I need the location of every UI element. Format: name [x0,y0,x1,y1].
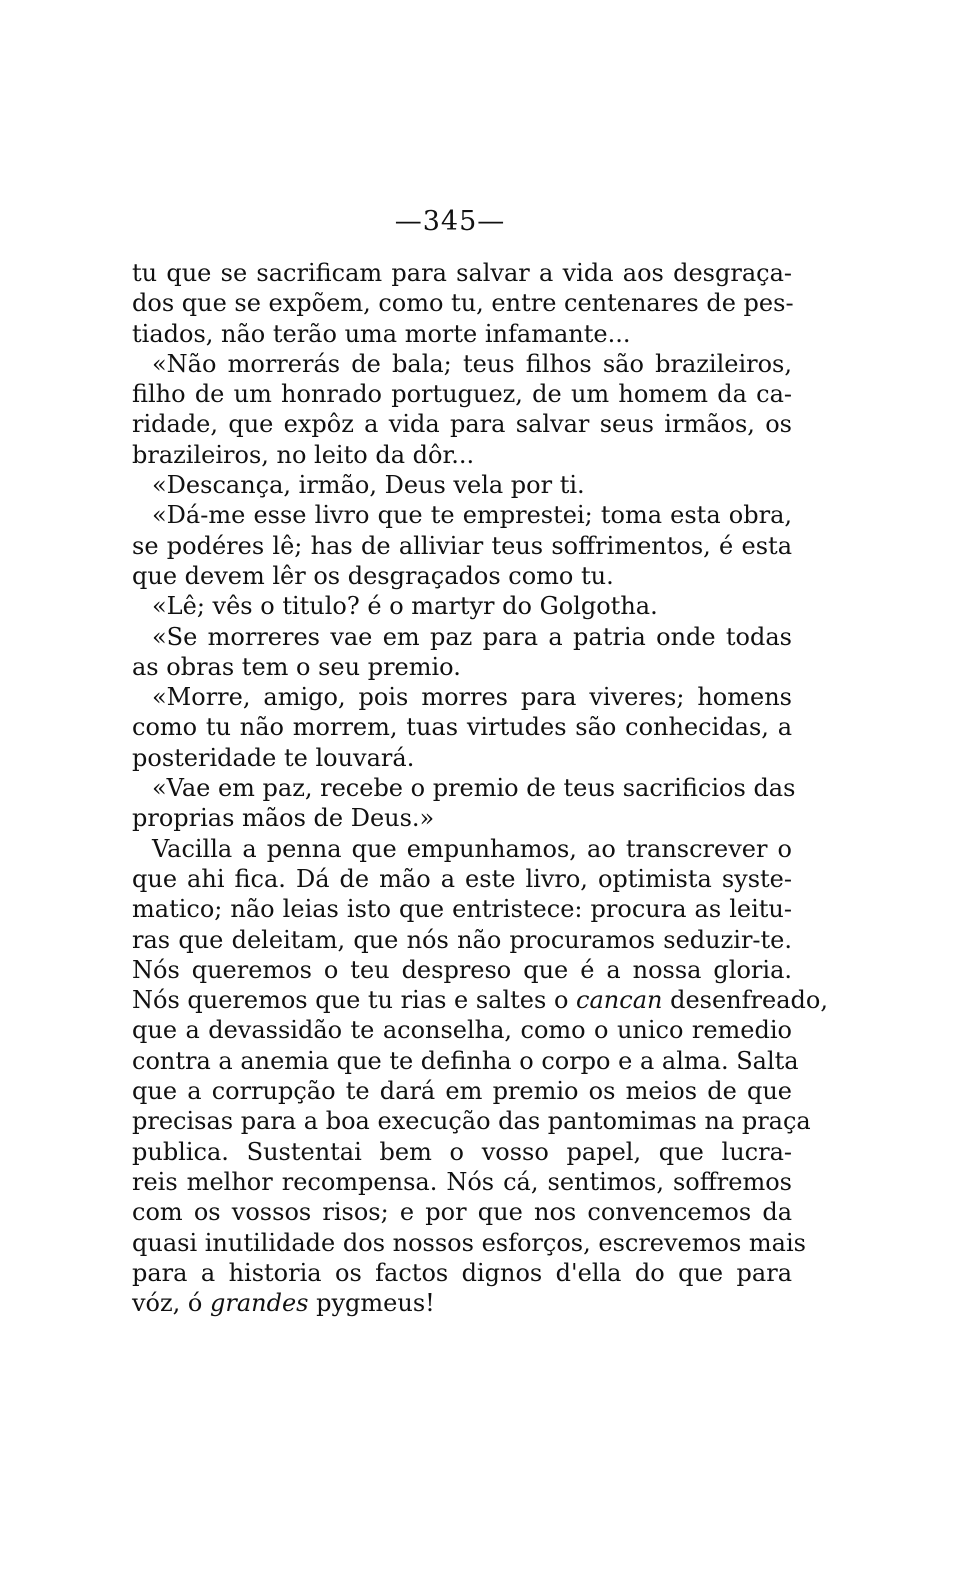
text-line: matico; não leias isto que entristece: procura as leitu- [132,895,792,924]
text-segment: vóz, ó [132,1289,210,1318]
text-line [132,985,828,1015]
text-line: para a historia os factos dignos d'ella do que para [132,1258,792,1287]
text-line: quasi inutilidade dos nossos esforços, escrevemos mais [132,1228,806,1257]
text-line: «Descança, irmão, Deus vela por ti. [152,471,585,500]
text-line: tu que se sacrificam para salvar a vida aos desgraça- [132,259,792,287]
text-line: com os vossos risos; e por que nos convencemos da [132,1198,792,1227]
text-line: como tu não morrem, tuas virtudes são conhecidas, a [132,713,792,742]
text-line: se podéres lê; has de alliviar teus soffrimentos, é esta [132,531,792,560]
text-line: que a corrupção te dará em premio os meios de que [132,1077,792,1106]
text-line: brazileiros, no leito da dôr... [132,440,475,469]
text-line: publica. Sustentai bem o vosso papel, que lucra- [132,1137,792,1166]
text-line: precisas para a boa execução das pantomimas na praça [132,1107,811,1136]
text-line: posteridade te louvará. [132,743,415,772]
text-line: Vacilla a penna que empunhamos, ao transcrever o [152,834,792,863]
text-line: contra a anemia que te definha o corpo e a alma. Salta [132,1046,799,1075]
body-text [132,258,828,1318]
text-line: Nós queremos o teu despreso que é a nossa gloria. [132,955,792,984]
text-line: proprias mãos de Deus.» [132,804,435,833]
text-line: que ahi fica. Dá de mão a este livro, optimista syste- [132,864,792,893]
text-line: que devem lêr os desgraçados como tu. [132,561,614,590]
text-line: «Se morreres vae em paz para a patria onde todas [152,622,792,651]
emphasis-word: grandes [210,1289,309,1318]
text-segment: desenfreado, [662,986,828,1015]
text-line: «Dá-me esse livro que te emprestei; toma esta obra, [152,501,792,530]
text-line: que a devassidão te aconselha, como o unico remedio [132,1016,792,1045]
text-line: reis melhor recompensa. Nós cá, sentimos, soffremos [132,1167,792,1196]
text-line [132,1288,792,1318]
text-line: «Vae em paz, recebe o premio de teus sacrificios das [152,774,796,803]
text-line: tiados, não terão uma morte infamante... [132,319,631,348]
text-line: ridade, que expôz a vida para salvar seus irmãos, os [132,410,792,439]
text-line: ras que deleitam, que nós não procuramos seduzir-te. [132,925,792,954]
text-line: dos que se expõem, como tu, entre centenares de pes- [132,289,794,318]
text-line: «Lê; vês o titulo? é o martyr do Golgotha. [152,592,658,621]
text-segment: Nós queremos que tu rias e saltes o [132,986,577,1015]
text-line: as obras tem o seu premio. [132,652,461,681]
text-line: filho de um honrado portuguez, de um homem da ca- [132,380,792,409]
emphasis-word: cancan [576,986,663,1015]
text-line: «Morre, amigo, pois morres para viveres; homens [152,683,792,712]
page-number: —345— [394,206,506,237]
text-segment: pygmeus! [308,1289,435,1318]
text-line: «Não morrerás de bala; teus filhos são brazileiros, [152,349,792,378]
